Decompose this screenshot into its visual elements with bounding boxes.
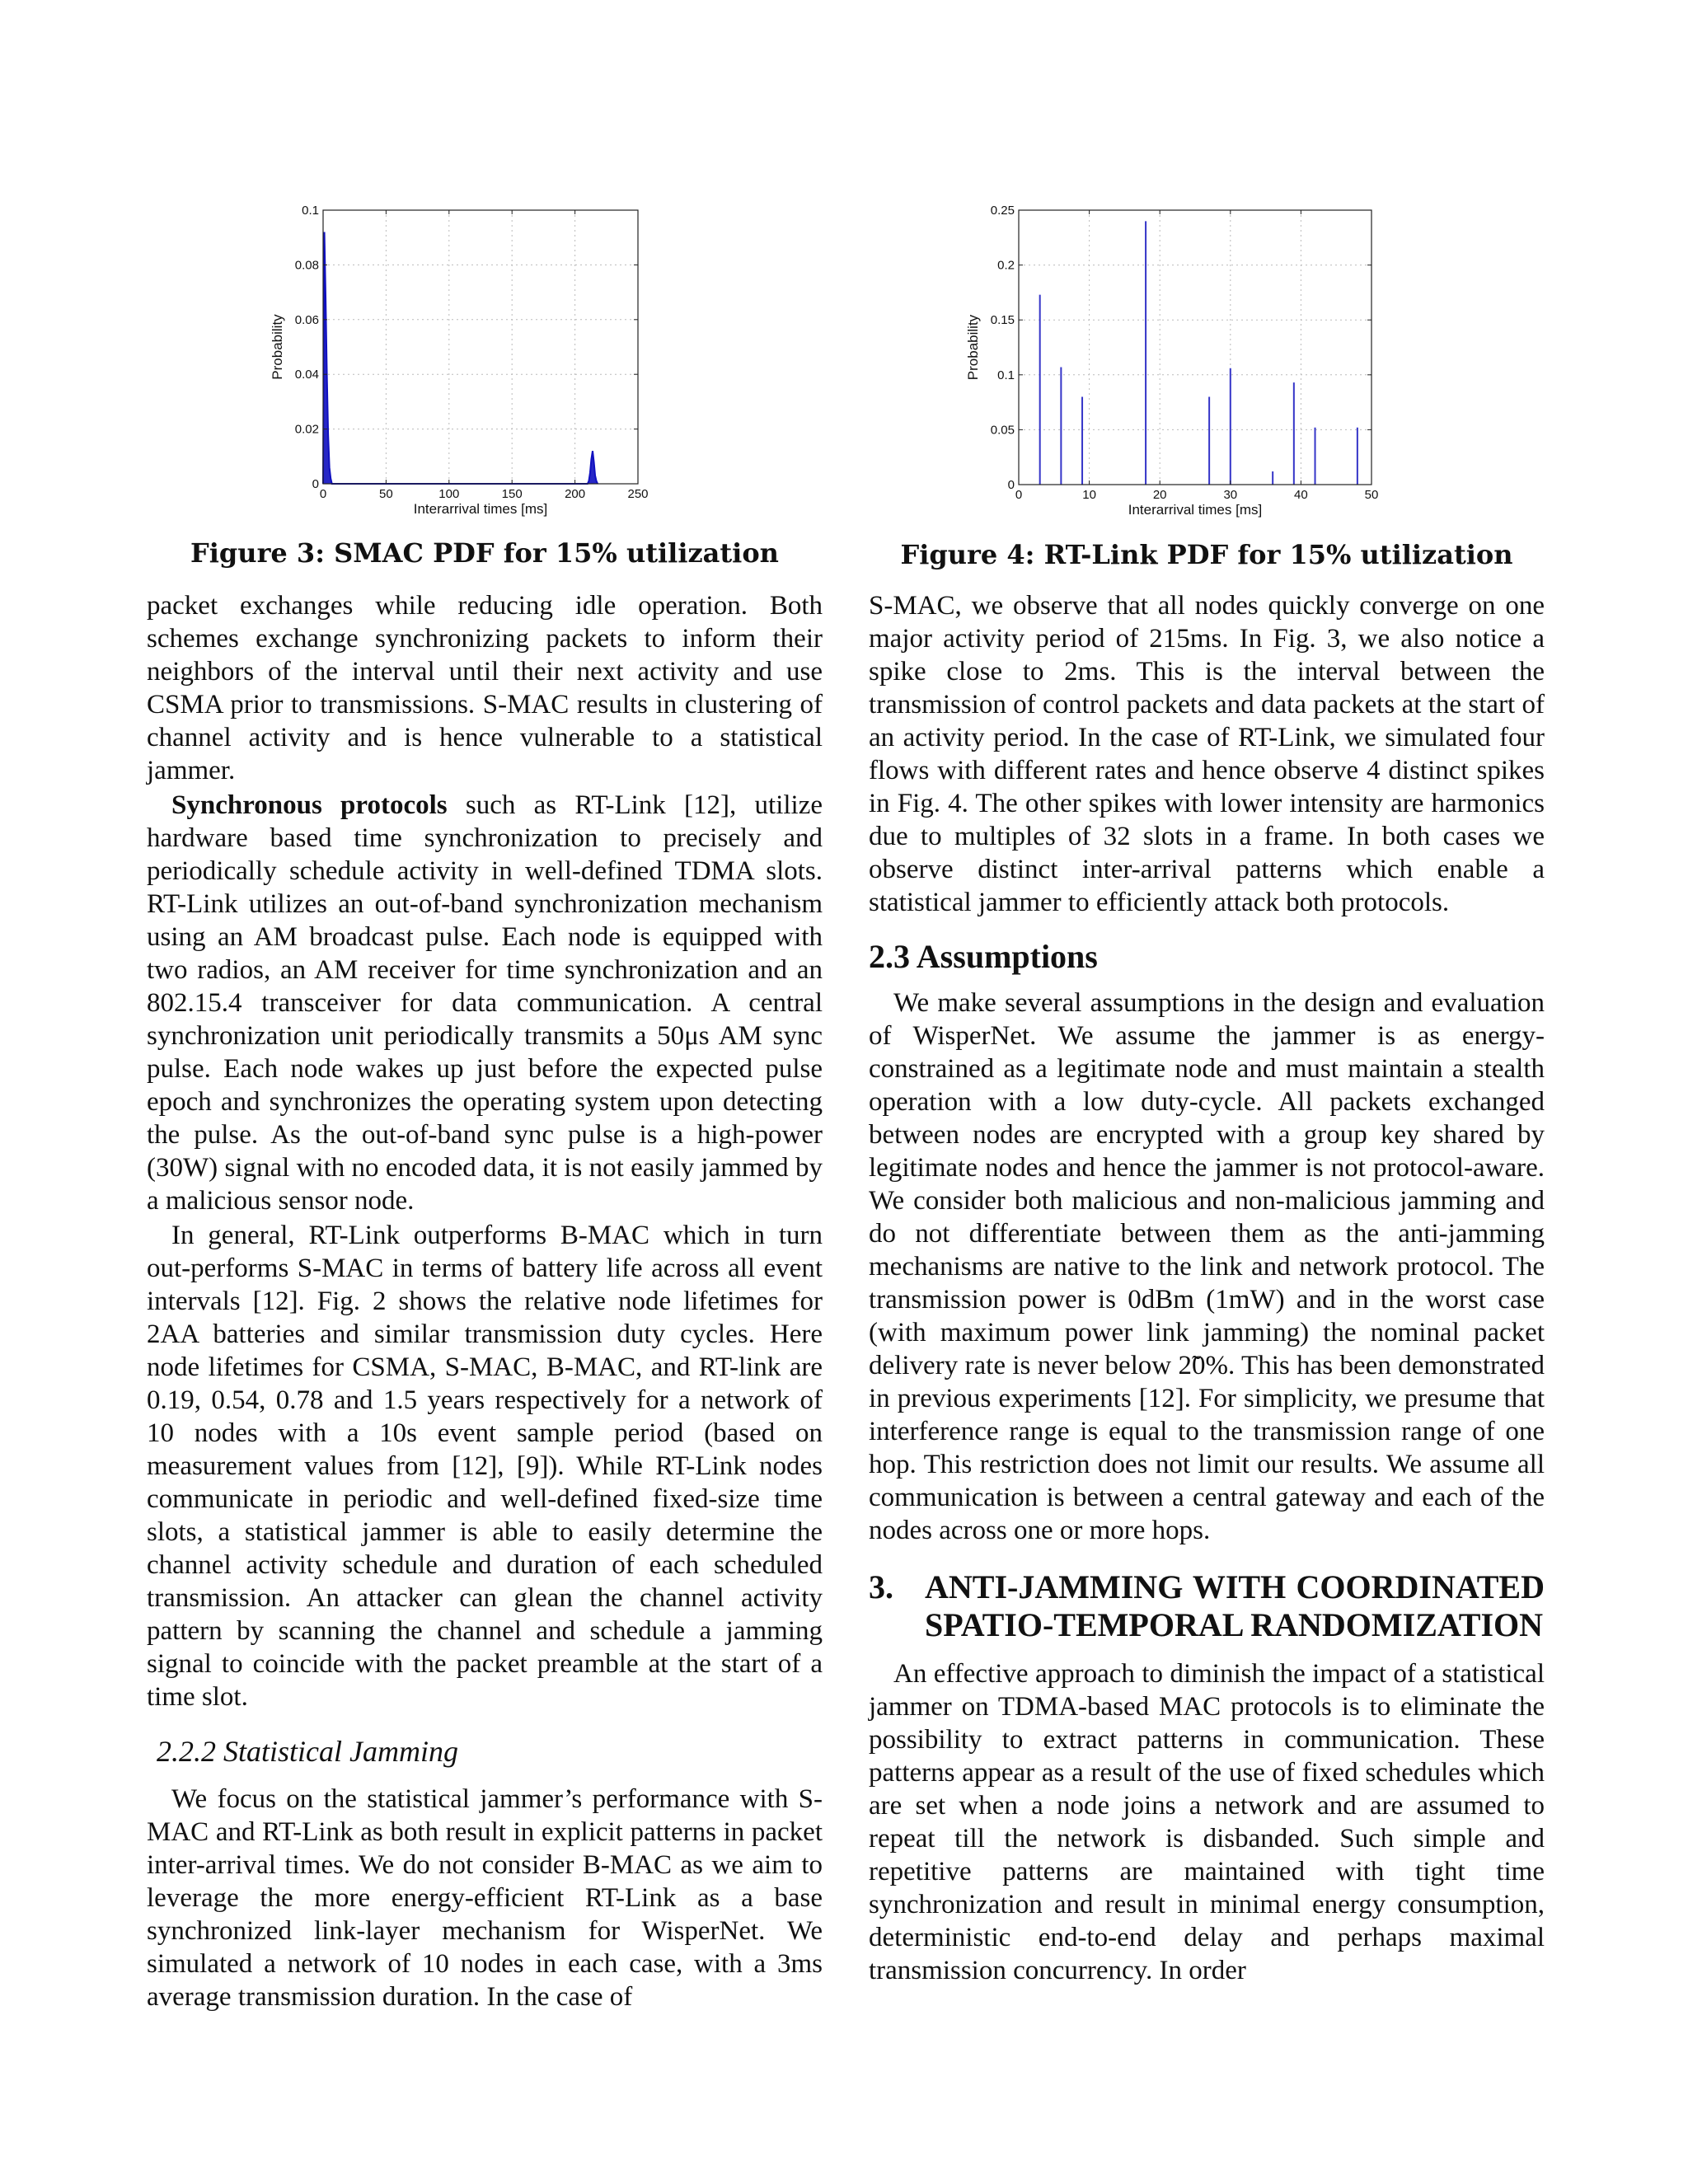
plot-frame [323, 210, 638, 484]
x-tick-label: 100 [438, 487, 460, 501]
section-heading-assumptions: 2.3 Assumptions [869, 938, 1098, 975]
smac-pdf-plot [247, 198, 659, 527]
y-tick-label: 0.1 [997, 368, 1015, 382]
y-tick-label: 0 [1007, 478, 1015, 492]
paragraph: An effective approach to diminish the impact of a statistical jammer on TDMA-based MAC protocols is to eliminate the possibility to extract patterns in communication. These patterns appear as a result of the use of fixed schedules which are set when a node joins a network and are assumed to repeat till the network is disbanded. Such simple and repetitive patterns are maintained with tight time synchronization and result in minimal energy consumption, deterministic end-to-end delay and perhaps maximal transmission concurrency. In order [869, 1659, 1545, 1985]
rtlink-pdf-plot [965, 198, 1401, 527]
section-number: 3. [869, 1568, 893, 1605]
figure-4-chart [965, 198, 1401, 527]
x-axis-label: Interarrival times [ms] [1128, 502, 1263, 518]
x-tick-label: 250 [627, 487, 649, 501]
x-tick-label: 150 [501, 487, 523, 501]
y-tick-label: 0.05 [990, 423, 1015, 438]
left-column [147, 589, 823, 2013]
subsection-heading: 2.2.2 Statistical Jamming [157, 1735, 458, 1768]
y-tick-label: 0.25 [990, 204, 1015, 218]
x-tick-label: 0 [319, 487, 327, 501]
y-tick-label: 0.08 [294, 258, 319, 273]
x-tick-label: 200 [565, 487, 586, 501]
bold-term: Synchronous protocols [171, 790, 448, 820]
x-tick-label: 0 [1015, 488, 1023, 502]
figure-3-chart [247, 198, 659, 527]
paragraph-text: such as RT-Link [12], utilize hardware based time synchronization to precisely and periodically schedule activity in well-defined TDMA slots. RT-Link utilizes an out-of-band synchronization mechanism using an AM broadcast pulse. Each node is equipped with two radios, an AM receiver for time synchronization and an 802.15.4 transceiver for data communication. A central synchronization unit periodically transmits a 50μs AM sync pulse. Each node wakes up just before the expected pulse epoch and synchronizes the operating system upon detecting the pulse. As the out-of-band sync pulse is a high-power (30W) signal with no encoded data, it is not easily jammed by a malicious sensor node. [147, 790, 823, 1216]
y-tick-label: 0.1 [302, 204, 319, 218]
y-tick-label: 0 [312, 477, 319, 491]
x-tick-label: 20 [1152, 488, 1167, 502]
paragraph: packet exchanges while reducing idle operation. Both schemes exchange synchronizing packets to inform their neighbors of the interval until their next activity and use CSMA prior to transmissions. S-MAC results in clustering of channel activity and is hence vulnerable to a statistical jammer. [147, 591, 823, 785]
x-tick-label: 10 [1082, 488, 1096, 502]
data-series-line [323, 232, 598, 484]
paragraph: In general, RT-Link outperforms B-MAC which in turn out-performs S-MAC in terms of battery life across all event intervals [12]. Fig. 2 shows the relative node lifetimes for 2AA batteries and similar transmission duty cycles. Here node lifetimes for CSMA, S-MAC, B-MAC, and RT-link are 0.19, 0.54, 0.78 and 1.5 years respectively for a network of 10 nodes with a 10s event sample period (based on measurement values from [12], [9]). While RT-Link nodes communicate in periodic and well-defined fixed-size time slots, a statistical jammer is able to easily determine the channel activity schedule and duration of each scheduled transmission. An attacker can glean the channel activity pattern by scanning the channel and schedule a jamming signal to coincide with the packet preamble at the start of a time slot. [147, 1221, 823, 1712]
figure-3-caption: Figure 3: SMAC PDF for 15% utilization [190, 537, 779, 569]
y-tick-label: 0.2 [997, 258, 1015, 273]
section-heading-anti-jamming [869, 1568, 1545, 1644]
y-tick-label: 0.02 [294, 422, 319, 437]
right-column [869, 589, 1545, 1987]
plot-frame [1019, 210, 1372, 485]
x-tick-label: 30 [1223, 488, 1238, 502]
x-tick-label: 50 [379, 487, 393, 501]
y-axis-label: Probability [965, 314, 981, 381]
paragraph-synchronous-protocols [147, 789, 823, 1217]
x-axis-label: Interarrival times [ms] [413, 501, 548, 517]
paragraph: We focus on the statistical jammer’s performance with S-MAC and RT-Link as both result in explicit patterns in packet inter-arrival times. We do not consider B-MAC as we aim to leverage the more energy-efficient RT-Link as a base synchronized link-layer mechanism for WisperNet. We simulated a network of 10 nodes in each case, with a 3ms average transmission duration. In the case of [147, 1784, 823, 2012]
paragraph: We make several assumptions in the design and evaluation of WisperNet. We assume the jammer is as energy-constrained as a legitimate node and must maintain a stealth operation with a low duty-cycle. All packets exchanged between nodes are encrypted with a group key shared by legitimate nodes and hence the jammer is not protocol-aware. We consider both malicious and non-malicious jamming and do not differentiate between them as the anti-jamming mechanisms are native to the link and network protocol. The transmission power is 0dBm (1mW) and in the worst case (with maximum power link jamming) the nominal packet delivery rate is never below 2̃0%. This has been demonstrated in previous experiments [12]. For simplicity, we presume that interference range is equal to the transmission range of one hop. This restriction does not limit our results. We assume all communication is between a central gateway and each of the nodes across one or more hops. [869, 988, 1545, 1545]
y-tick-label: 0.06 [294, 312, 319, 327]
figure-4-caption: Figure 4: RT-Link PDF for 15% utilization [900, 539, 1513, 570]
y-tick-label: 0.04 [294, 368, 319, 382]
x-tick-label: 40 [1294, 488, 1308, 502]
paragraph: S-MAC, we observe that all nodes quickly converge on one major activity period of 215ms. In Fig. 3, we also notice a spike close to 2ms. This is the interval between the transmission of control packets and data packets at the start of an activity period. In the case of RT-Link, we simulated four flows with different rates and hence observe 4 distinct spikes in Fig. 4. The other spikes with lower intensity are harmonics due to multiples of 32 slots in a frame. In both cases we observe distinct inter-arrival patterns which enable a statistical jammer to efficiently attack both protocols. [869, 591, 1545, 917]
y-tick-label: 0.15 [990, 313, 1015, 328]
section-title: ANTI-JAMMING WITH COORDINATED SPATIO-TEMPORAL RANDOMIZATION [925, 1568, 1545, 1643]
x-tick-label: 50 [1364, 488, 1379, 502]
y-axis-label: Probability [270, 314, 285, 380]
